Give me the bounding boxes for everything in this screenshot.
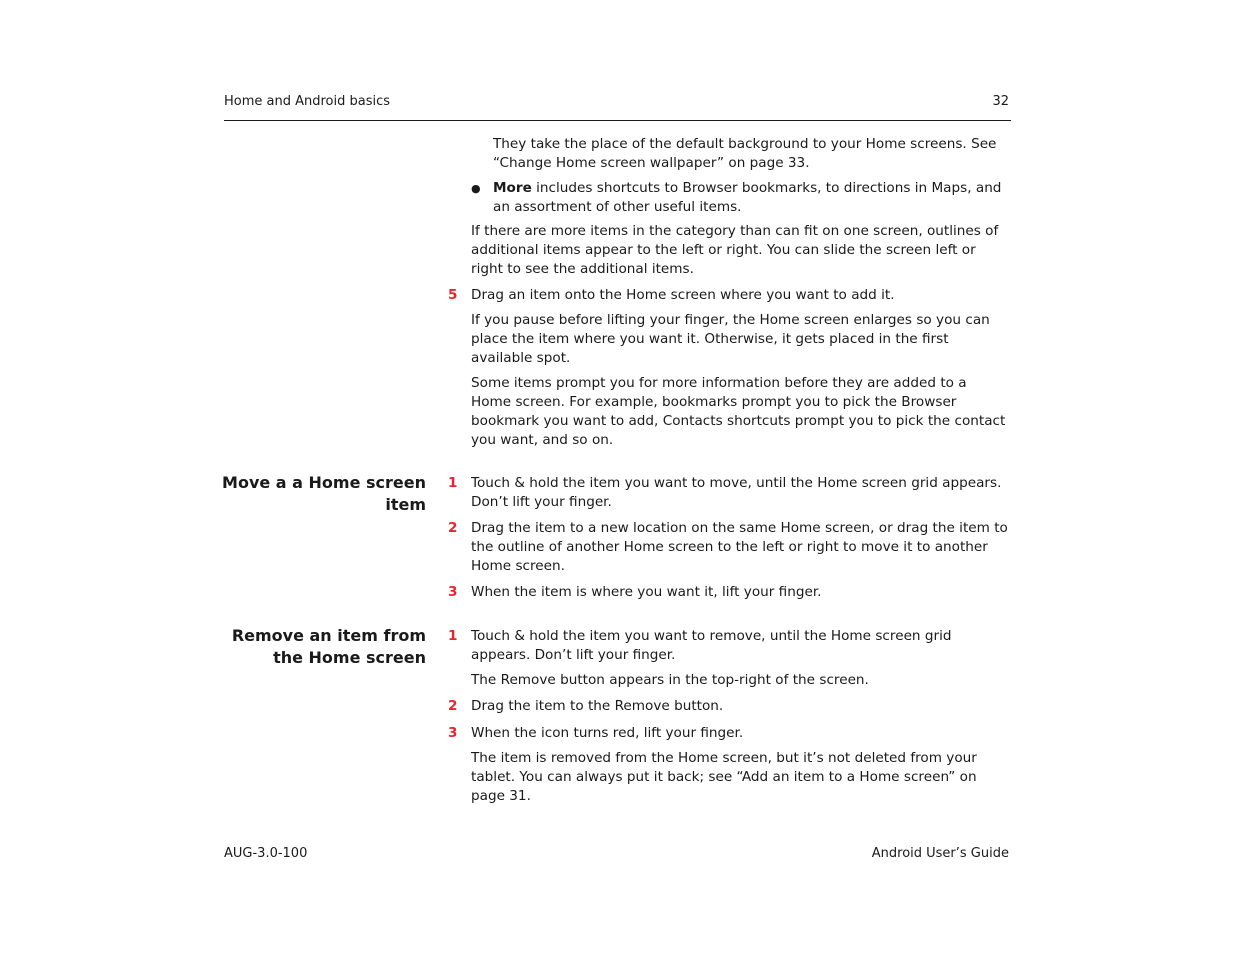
step-number: 1 — [448, 475, 458, 491]
remove-step-1: Touch & hold the item you want to remove, until the Home screen grid appears. Don’t lift your finger. — [471, 628, 952, 663]
move-heading-line2: item — [385, 495, 426, 514]
move-heading-line1: Move a a Home screen — [222, 473, 426, 492]
step-5-text: Drag an item onto the Home screen where you want to add it. — [471, 287, 895, 303]
step-number: 1 — [448, 628, 458, 644]
remove-button-note: The Remove button appears in the top-right of the screen. — [471, 672, 869, 688]
prompt-paragraph: Some items prompt you for more information before they are added to a Home screen. For example, bookmarks prompt you to pick the Browser bookmark you want to add, Contacts shortcuts prompt you to pick the contact you want, and so on. — [471, 375, 1006, 448]
running-header-section: Home and Android basics — [224, 94, 391, 109]
more-term: More — [493, 180, 532, 196]
wallpaper-continuation: They take the place of the default background to your Home screens. See “Change Home screen wallpaper” on page 33. — [493, 136, 997, 171]
step-number: 2 — [448, 698, 458, 714]
move-section-heading — [206, 472, 426, 516]
move-step-2: Drag the item to a new location on the same Home screen, or drag the item to the outline of another Home screen to the left or right to move it to another Home screen. — [471, 520, 1008, 574]
step-number: 5 — [448, 287, 458, 303]
more-description: includes shortcuts to Browser bookmarks, to directions in Maps, and an assortment of other useful items. — [493, 180, 1002, 215]
step-number: 3 — [448, 725, 458, 741]
move-step-3: When the item is where you want it, lift your finger. — [471, 584, 822, 600]
remove-heading-line1: Remove an item from — [231, 626, 426, 645]
remove-section-heading — [206, 625, 426, 669]
remove-step-3: When the icon turns red, lift your finger. — [471, 725, 744, 741]
step-number: 2 — [448, 520, 458, 536]
removed-note: The item is removed from the Home screen, but it’s not deleted from your tablet. You can always put it back; see “Add an item to a Home screen” on page 31. — [471, 750, 977, 804]
outline-paragraph: If there are more items in the category than can fit on one screen, outlines of additional items appear to the left or right. You can slide the screen left or right to see the additional items. — [471, 223, 999, 277]
pause-paragraph: If you pause before lifting your finger, the Home screen enlarges so you can place the item where you want it. Otherwise, it gets placed in the first available spot. — [471, 312, 990, 366]
move-step-1: Touch & hold the item you want to move, until the Home screen grid appears. Don’t lift your finger. — [471, 475, 1002, 510]
bullet-icon: ● — [471, 182, 481, 195]
remove-heading-line2: the Home screen — [273, 648, 426, 667]
header-rule — [224, 120, 1011, 121]
footer-guide-title: Android User’s Guide — [871, 846, 1009, 861]
remove-step-2: Drag the item to the Remove button. — [471, 698, 724, 714]
more-bullet-text — [493, 179, 1008, 217]
step-number: 3 — [448, 584, 458, 600]
page-number: 32 — [992, 94, 1009, 109]
footer-doc-id: AUG-3.0-100 — [224, 846, 308, 861]
